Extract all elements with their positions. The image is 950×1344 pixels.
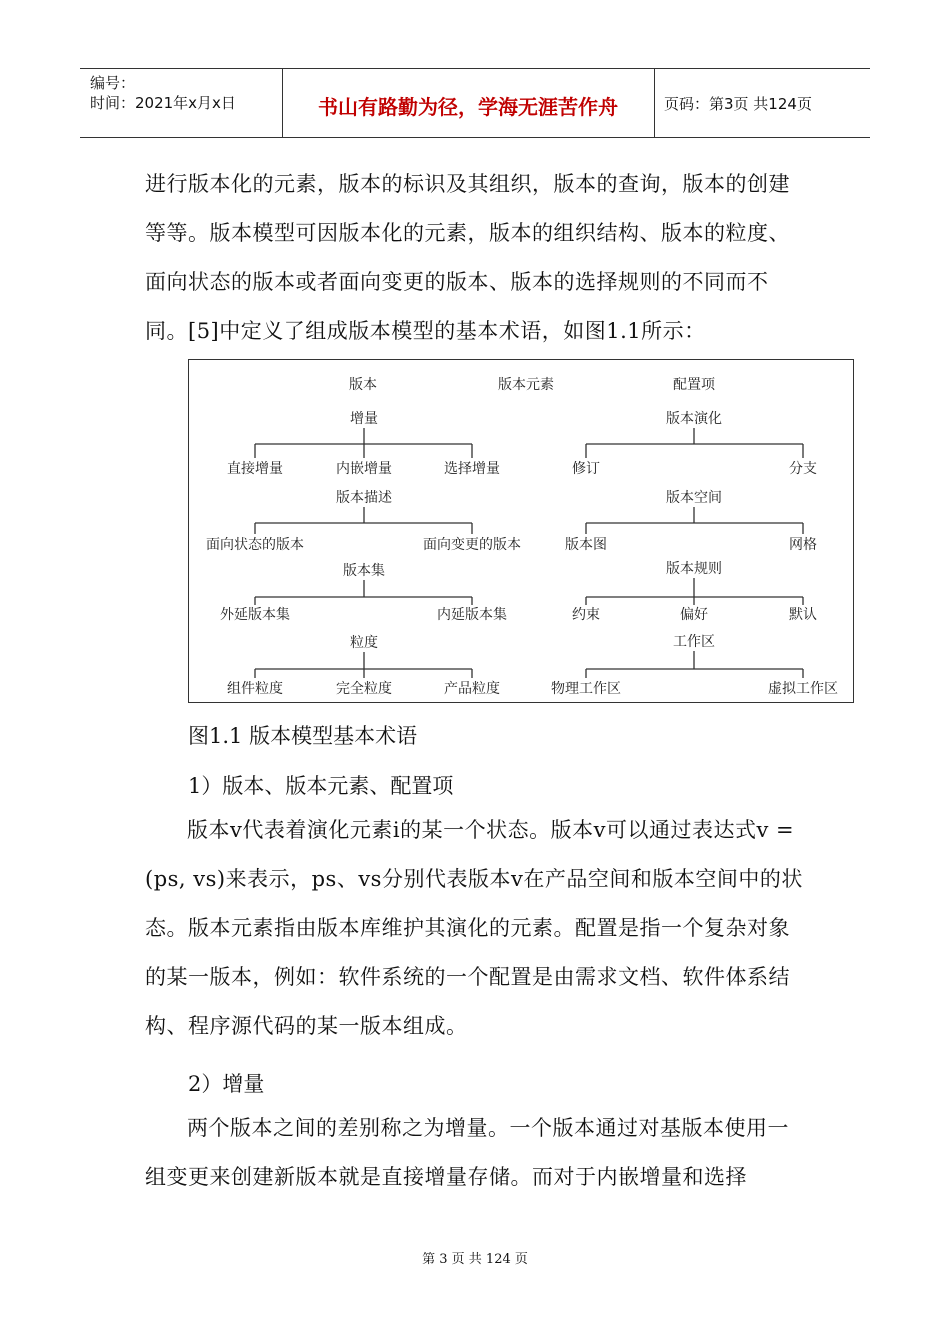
figure-label: 配置项 <box>673 377 715 393</box>
tree-node: 完全粒度 <box>336 681 392 697</box>
tree-node: 版本描述 <box>336 490 392 506</box>
tree-node: 版本图 <box>565 537 607 553</box>
version-model-figure <box>188 359 854 703</box>
header-divider <box>654 69 655 137</box>
time-label: 时间：2021年x月x日 <box>90 94 236 112</box>
tree-node: 版本规则 <box>666 561 722 577</box>
tree-node: 面向状态的版本 <box>206 537 304 553</box>
tree-node: 网格 <box>789 537 817 553</box>
tree-node: 外延版本集 <box>220 607 290 623</box>
tree-node: 修订 <box>572 461 600 477</box>
page-footer: 第 3 页 共 124 页 <box>422 1252 528 1267</box>
header-page-info: 页码：第3页 共124页 <box>664 95 812 113</box>
tree-node: 内延版本集 <box>437 607 507 623</box>
tree-node: 产品粒度 <box>444 681 500 697</box>
header-left <box>90 73 236 113</box>
tree-node: 物理工作区 <box>551 681 621 697</box>
page-header <box>80 68 870 138</box>
figure-caption: 图1.1 版本模型基本术语 <box>188 724 418 748</box>
tree-node: 虚拟工作区 <box>768 681 838 697</box>
tree-node: 粒度 <box>350 635 378 651</box>
figure-diagram <box>189 360 853 702</box>
figure-label: 版本 <box>349 377 377 393</box>
section-heading: 2）增量 <box>188 1072 265 1096</box>
section-heading: 1）版本、版本元素、配置项 <box>188 774 454 798</box>
number-label: 编号： <box>90 74 136 92</box>
tree-node: 偏好 <box>680 607 708 623</box>
tree-node: 选择增量 <box>444 461 500 477</box>
figure-label: 版本元素 <box>498 377 554 393</box>
tree-node: 组件粒度 <box>227 681 283 697</box>
paragraph: 进行版本化的元素，版本的标识及其组织，版本的查询，版本的创建等等。版本模型可因版本化的元素，版本的组织结构、版本的粒度、面向状态的版本或者面向变更的版本、版本的选择规则的不同而不同。[5]中定义了组成版本模型的基本术语，如图1.1所示： <box>145 172 790 343</box>
paragraph: 两个版本之间的差别称之为增量。一个版本通过对基版本使用一组变更来创建新版本就是直接增量存储。而对于内嵌增量和选择 <box>145 1116 789 1189</box>
tree-node: 分支 <box>789 461 817 477</box>
paragraph: 版本v代表着演化元素i的某一个状态。版本v可以通过表达式v = (ps, vs)来表示，ps、vs分别代表版本v在产品空间和版本空间中的状态。版本元素指由版本库维护其演化的元素。配置是指一个复杂对象的某一版本，例如：软件系统的一个配置是由需求文档、软件体系结构、程序源代码的某一版本组成。 <box>145 818 803 1038</box>
tree-node: 版本集 <box>343 563 385 579</box>
tree-node: 直接增量 <box>227 461 283 477</box>
tree-node: 约束 <box>572 607 600 623</box>
tree-node: 版本空间 <box>666 490 722 506</box>
tree-node: 增量 <box>350 411 378 427</box>
header-motto: 书山有路勤为径，学海无涯苦作舟 <box>318 95 618 119</box>
tree-node: 工作区 <box>673 634 715 650</box>
tree-node: 默认 <box>789 607 817 623</box>
tree-node: 版本演化 <box>666 411 722 427</box>
tree-node: 面向变更的版本 <box>423 537 521 553</box>
tree-node: 内嵌增量 <box>336 461 392 477</box>
